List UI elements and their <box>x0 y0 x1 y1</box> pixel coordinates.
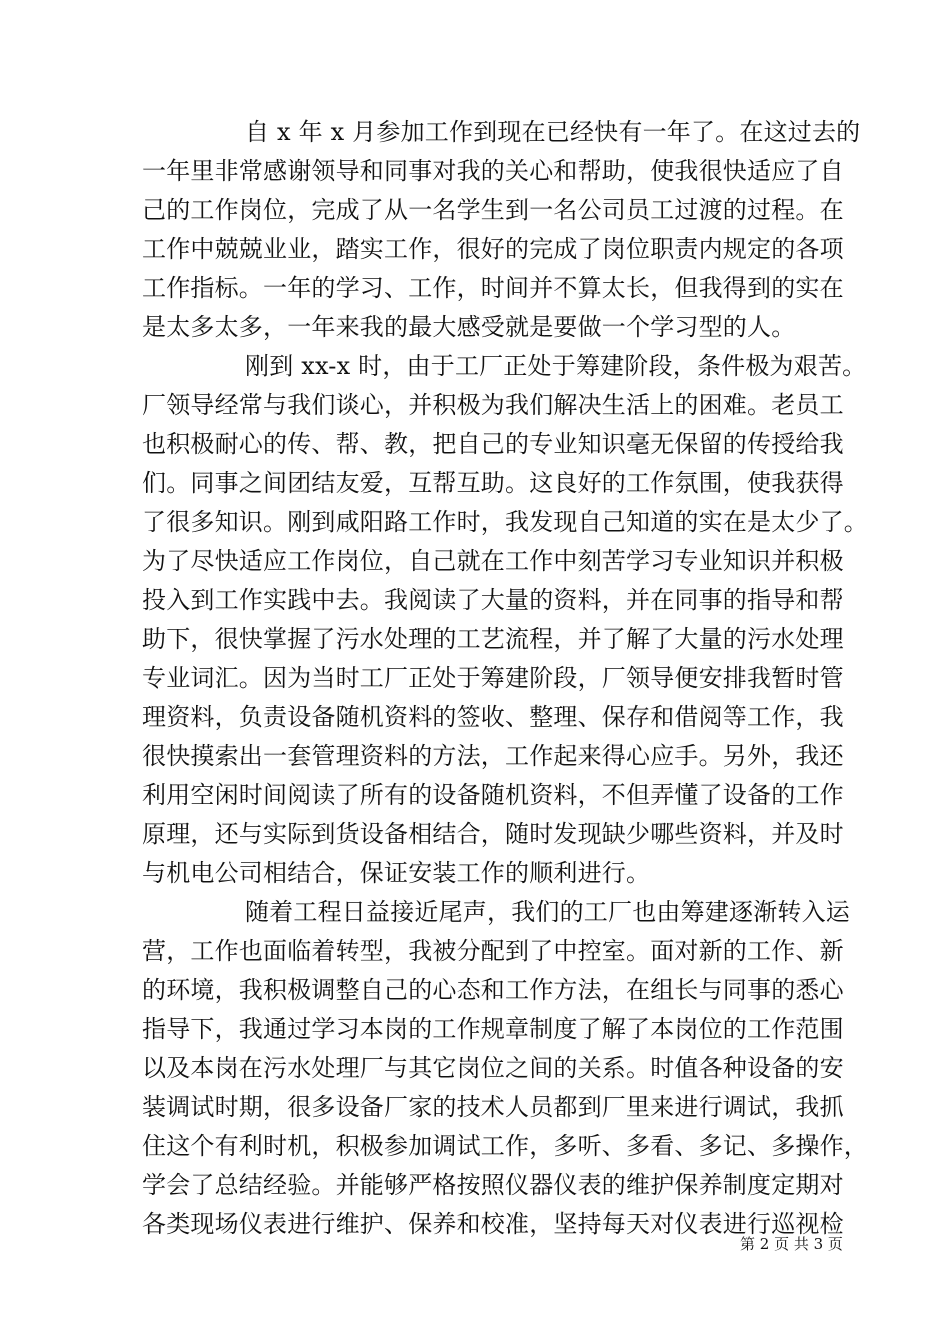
text-line: 利用空闲时间阅读了所有的设备随机资料，不但弄懂了设备的工作 <box>142 781 844 809</box>
text-line: 各类现场仪表进行维护、保养和校准，坚持每天对仪表进行巡视检 <box>142 1210 844 1238</box>
text-line: 助下，很快掌握了污水处理的工艺流程，并了解了大量的污水处理 <box>142 625 844 653</box>
text-line: 营，工作也面临着转型，我被分配到了中控室。面对新的工作、新 <box>142 937 844 965</box>
text-line: 住这个有利时机，积极参加调试工作，多听、多看、多记、多操作， <box>142 1132 868 1160</box>
text-line: 刚到 xx-x 时，由于工厂正处于筹建阶段，条件极为艰苦。 <box>245 352 867 380</box>
text-line: 也积极耐心的传、帮、教，把自己的专业知识毫无保留的传授给我 <box>142 430 844 458</box>
text-line: 厂领导经常与我们谈心，并积极为我们解决生活上的困难。老员工 <box>142 391 844 419</box>
text-line: 理资料，负责设备随机资料的签收、整理、保存和借阅等工作，我 <box>142 703 844 731</box>
text-line: 学会了总结经验。并能够严格按照仪器仪表的维护保养制度定期对 <box>142 1171 844 1199</box>
text-line: 工作中兢兢业业，踏实工作，很好的完成了岗位职责内规定的各项 <box>142 235 844 263</box>
text-line: 以及本岗在污水处理厂与其它岗位之间的关系。时值各种设备的安 <box>142 1054 844 1082</box>
text-line: 为了尽快适应工作岗位，自己就在工作中刻苦学习专业知识并积极 <box>142 547 844 575</box>
text-line: 与机电公司相结合，保证安装工作的顺利进行。 <box>142 859 651 887</box>
text-line: 一年里非常感谢领导和同事对我的关心和帮助，使我很快适应了自 <box>142 157 844 185</box>
text-line: 装调试时期，很多设备厂家的技术人员都到厂里来进行调试，我抓 <box>142 1093 844 1121</box>
text-line: 专业词汇。因为当时工厂正处于筹建阶段，厂领导便安排我暂时管 <box>142 664 844 692</box>
text-line: 自 x 年 x 月参加工作到现在已经快有一年了。在这过去的 <box>245 118 861 146</box>
text-line: 随着工程日益接近尾声，我们的工厂也由筹建逐渐转入运 <box>245 898 850 926</box>
text-line: 是太多太多，一年来我的最大感受就是要做一个学习型的人。 <box>142 313 796 341</box>
text-line: 的环境，我积极调整自己的心态和工作方法，在组长与同事的悉心 <box>142 976 844 1004</box>
text-line: 己的工作岗位，完成了从一名学生到一名公司员工过渡的过程。在 <box>142 196 844 224</box>
text-line: 了很多知识。刚到咸阳路工作时，我发现自己知道的实在是太少了。 <box>142 508 868 536</box>
text-line: 们。同事之间团结友爱，互帮互助。这良好的工作氛围，使我获得 <box>142 469 844 497</box>
text-line: 投入到工作实践中去。我阅读了大量的资料，并在同事的指导和帮 <box>142 586 844 614</box>
text-line: 原理，还与实际到货设备相结合，随时发现缺少哪些资料，并及时 <box>142 820 844 848</box>
text-line: 很快摸索出一套管理资料的方法，工作起来得心应手。另外，我还 <box>142 742 844 770</box>
text-line: 工作指标。一年的学习、工作，时间并不算太长，但我得到的实在 <box>142 274 844 302</box>
page-number-footer: 第 2 页 共 3 页 <box>740 1235 843 1253</box>
text-line: 指导下，我通过学习本岗的工作规章制度了解了本岗位的工作范围 <box>142 1015 844 1043</box>
